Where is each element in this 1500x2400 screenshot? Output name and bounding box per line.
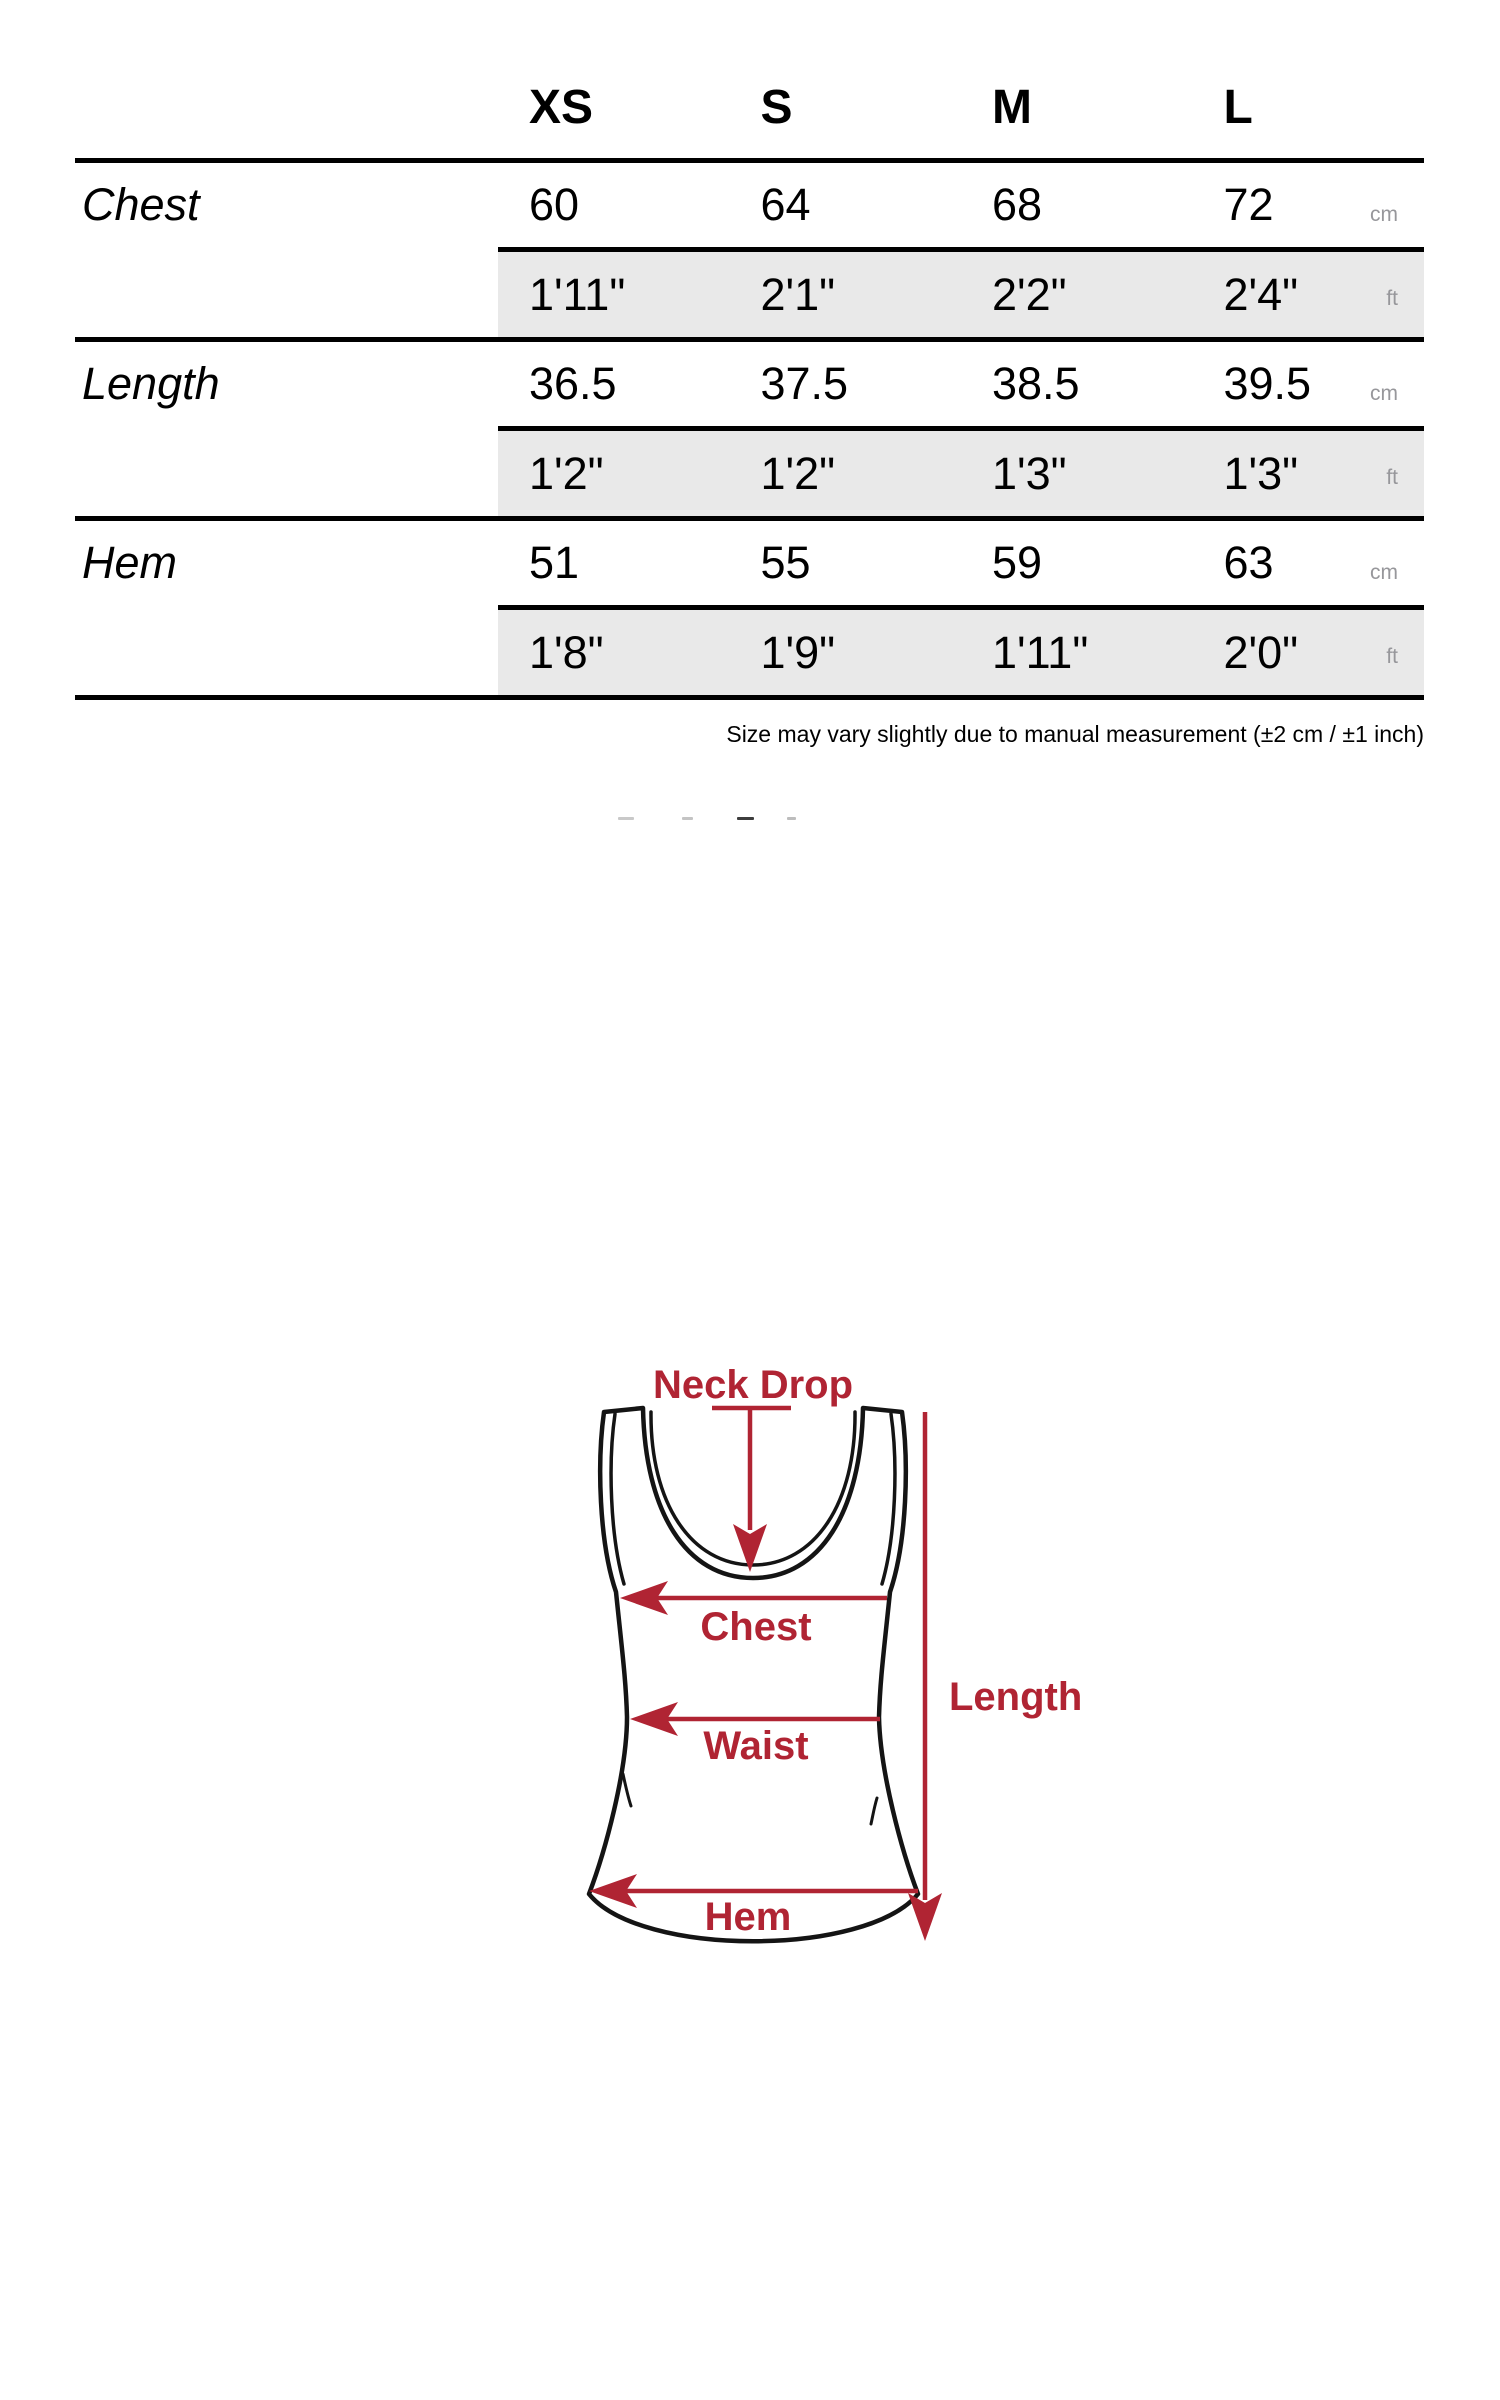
cell: 68 [992, 179, 1043, 230]
cell: 60 [529, 179, 580, 230]
unit-label-ft: ft [1386, 645, 1398, 668]
cell: 51 [529, 537, 580, 588]
cell: 55 [760, 537, 811, 588]
cell: 1'3" [992, 447, 1067, 499]
col-header-l: L [1223, 81, 1253, 134]
measurement-diagram [560, 1350, 1160, 2010]
cell: 39.5 [1223, 358, 1312, 409]
row-label: Length [82, 358, 220, 409]
clipped-text-artifact [0, 817, 1500, 821]
col-header-m: M [992, 81, 1032, 134]
cell: 2'2" [992, 268, 1067, 320]
cell: 1'2" [760, 447, 836, 499]
waist-label: Waist [703, 1724, 809, 1768]
row-hem-ft-band [498, 605, 1424, 695]
size-table [75, 0, 1424, 748]
row-label: Chest [82, 179, 200, 230]
unit-label-ft: ft [1386, 287, 1398, 310]
tank-top-diagram [560, 1350, 1160, 2010]
cell: 2'1" [760, 268, 836, 320]
tank-top-outline [589, 1408, 918, 1941]
cell: 37.5 [760, 358, 849, 409]
hem-label: Hem [704, 1895, 792, 1939]
row-chest-ft [498, 252, 1424, 337]
neck-drop-label: Neck Drop [652, 1363, 854, 1407]
cell: 1'11" [992, 626, 1089, 678]
unit-label-cm: cm [1370, 203, 1398, 226]
unit-label-cm: cm [1370, 382, 1398, 405]
length-label: Length [949, 1675, 1083, 1719]
cell: 1'11" [529, 268, 626, 320]
row-chest-ft-band [498, 247, 1424, 337]
row-length-cm [75, 342, 1424, 426]
cell: 59 [992, 537, 1043, 588]
cell: 64 [760, 179, 811, 230]
cell: 1'8" [529, 626, 604, 678]
divider [75, 695, 1424, 700]
cell: 1'9" [760, 626, 836, 678]
cell: 72 [1223, 179, 1274, 230]
cell: 38.5 [992, 358, 1080, 409]
cell: 2'4" [1223, 268, 1299, 320]
chest-label: Chest [700, 1605, 812, 1649]
col-header-s: S [760, 81, 793, 134]
unit-label-ft: ft [1386, 466, 1398, 489]
row-chest-cm [75, 163, 1424, 247]
size-table-header [75, 0, 1424, 158]
cell: 1'2" [529, 447, 604, 499]
cell: 2'0" [1223, 626, 1299, 678]
length-arrowhead-icon [908, 1893, 942, 1941]
row-length-ft [498, 431, 1424, 516]
row-label: Hem [82, 537, 178, 588]
row-hem-cm [75, 521, 1424, 605]
unit-label-cm: cm [1370, 561, 1398, 584]
col-header-xs: XS [529, 81, 594, 134]
row-hem-ft [498, 610, 1424, 695]
cell: 63 [1223, 537, 1274, 588]
cell: 1'3" [1223, 447, 1299, 499]
cell: 36.5 [529, 358, 617, 409]
row-length-ft-band [498, 426, 1424, 516]
measurement-note: Size may vary slightly due to manual measurement (±2 cm / ±1 inch) [726, 721, 1424, 747]
